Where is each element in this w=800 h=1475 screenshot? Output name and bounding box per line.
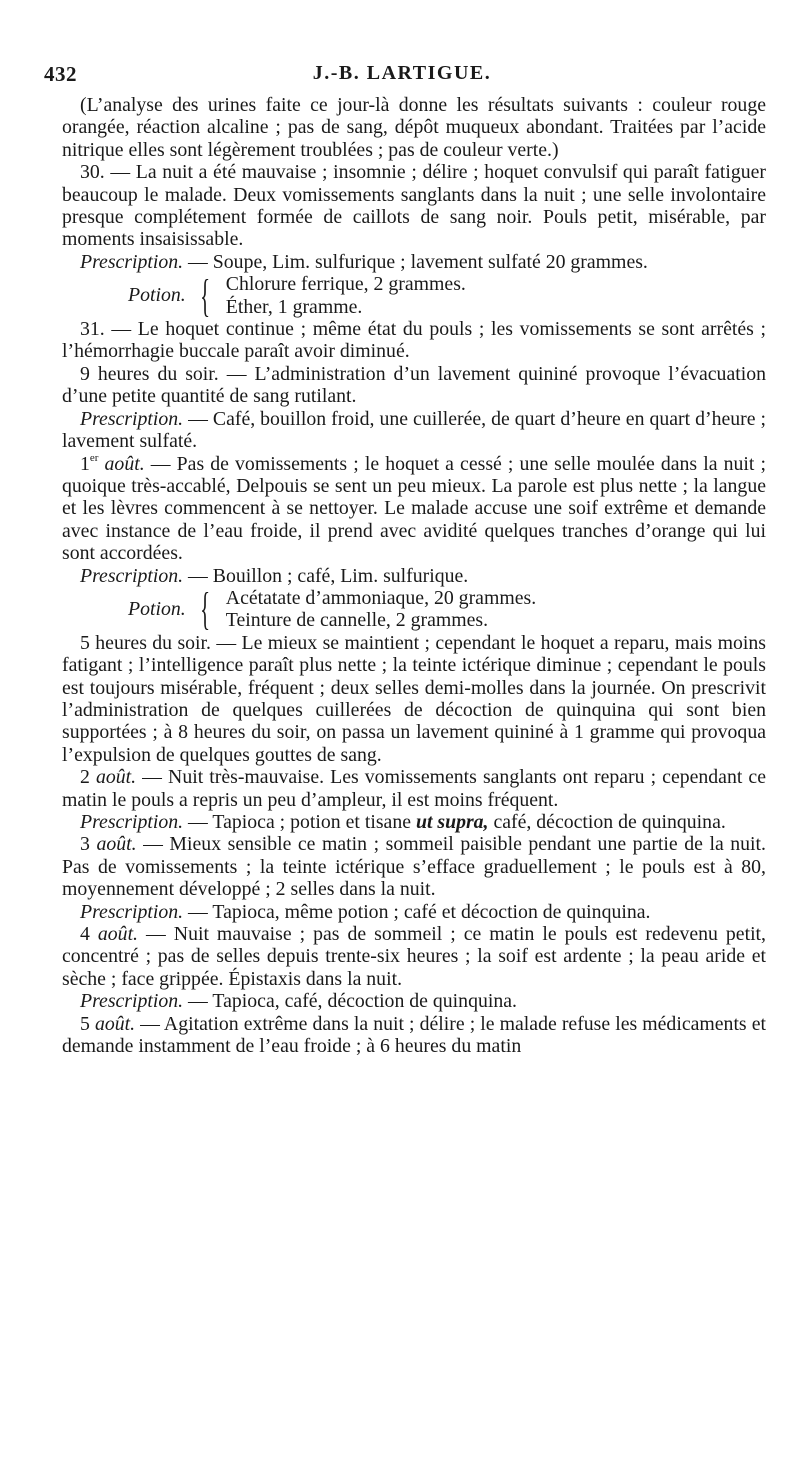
prescription-4: [62, 811, 766, 833]
ordinal-suffix: er: [89, 451, 99, 464]
ut-supra: ut supra,: [415, 811, 489, 833]
prescription-label: Prescription.: [80, 250, 184, 273]
month-label: août.: [95, 766, 137, 789]
paragraph-day-30: 30. — La nuit a été mauvaise ; insomnie ; délire ; hoquet convulsif qui paraît fatiguer beaucoup le malade. Deux vomissements sanglants dans la nuit ; une selle involontaire presque complétement formée de caillots de sang noir. Pouls petit, misérable, par moments insaisissable.: [62, 161, 766, 251]
paragraph-aug-2: [62, 766, 766, 811]
prescription-label: Prescription.: [80, 564, 184, 587]
prescription-text: — Tapioca, café, décoction de quinquina.: [183, 990, 517, 1013]
potion-label: Potion.: [128, 284, 186, 307]
day-number: 1: [80, 452, 90, 475]
prescription-label: Prescription.: [80, 900, 184, 923]
running-head: J.-B. LARTIGUE.: [312, 62, 492, 84]
page-body: [62, 94, 766, 1057]
paragraph-aug-3: [62, 833, 766, 900]
paragraph-aug-1: [62, 453, 766, 565]
prescription-2: [62, 408, 766, 453]
paragraph-text: — Mieux sensible ce matin ; sommeil paisible pendant une partie de la nuit. Pas de vomissements ; la teinte ictérique s’efface graduellement ; le pouls est à 80, moyennement développé ; 2 selles dans la nuit.: [62, 833, 766, 901]
paragraph-text: — Nuit très-mauvaise. Les vomissements sanglants ont reparu ; cependant ce matin le pouls a repris un peu d’ampleur, il est moins fréquent.: [62, 766, 766, 811]
potion-block-1: [128, 269, 766, 321]
brace-icon: {: [199, 269, 210, 321]
prescription-label: Prescription.: [80, 990, 184, 1013]
paragraph-aug-4: [62, 923, 766, 990]
potion-line: Acétatate d’ammoniaque, 20 grammes.: [225, 586, 537, 609]
month-label: août.: [96, 833, 137, 856]
prescription-text: — Tapioca ; potion et tisane: [183, 811, 416, 833]
paragraph-text: — Agitation extrême dans la nuit ; délire ; le malade refuse les médicaments et demande instamment de l’eau froide ; à 6 heures du matin: [62, 1012, 766, 1058]
month-label: août.: [97, 923, 139, 946]
page-number: 432: [44, 62, 77, 86]
prescription-text: — Tapioca, même potion ; café et décoction de quinquina.: [183, 900, 651, 923]
potion-line: Teinture de cannelle, 2 grammes.: [225, 609, 489, 632]
prescription-label: Prescription.: [80, 811, 184, 833]
prescription-text: — Café, bouillon froid, une cuillerée, de quart d’heure en quart d’heure ; lavement sulfaté.: [62, 407, 766, 453]
potion-block-2: [128, 583, 766, 635]
prescription-5: [62, 901, 766, 923]
page-header: [44, 62, 760, 90]
day-number: 4: [80, 923, 98, 946]
month-label: août.: [98, 452, 145, 475]
potion-label: Potion.: [128, 598, 186, 621]
prescription-3: [62, 565, 766, 587]
day-number: 2: [80, 766, 96, 789]
prescription-text: café, décoction de quinquina.: [488, 811, 726, 833]
potion-line: Chlorure ferrique, 2 grammes.: [225, 273, 466, 296]
paragraph-day-31: 31. — Le hoquet continue ; même état du pouls ; les vomissements se sont arrêtés ; l’hémorrhagie buccale paraît avoir diminué.: [62, 318, 766, 363]
month-label: août.: [94, 1012, 136, 1035]
paragraph-9pm: 9 heures du soir. — L’administration d’un lavement quininé provoque l’évacuation d’une petite quantité de sang rutilant.: [62, 362, 766, 408]
paragraph-urine-analysis: (L’analyse des urines faite ce jour-là donne les résultats suivants : couleur rouge orangée, réaction alcaline ; pas de sang, dépôt muqueux abondant. Traitées par l’acide nitrique elles sont légèrement troublées ; pas de couleur verte.): [62, 94, 766, 161]
day-number: 3: [80, 833, 97, 856]
paragraph-5pm: 5 heures du soir. — Le mieux se maintient ; cependant le hoquet a reparu, mais moins fatigant ; l’intelligence paraît plus nette ; la teinte ictérique diminue ; cependant le pouls est toujours misérable, fréquent ; deux selles demi-molles dans la journée. On prescrivit l’administration de quelques cuillerées de décoction de quinquina qui sont bien supportées ; à 8 heures du soir, on passa un lavement quininé à 1 gramme qui provoqua l’expulsion de quelques gouttes de sang.: [62, 631, 766, 766]
day-number: 5: [80, 1012, 95, 1035]
prescription-label: Prescription.: [80, 407, 184, 430]
paragraph-text: — Pas de vomissements ; le hoquet a cessé ; une selle moulée dans la nuit ; quoique très-accablé, Delpouis se sent un peu mieux. La parole est plus nette ; la langue et les lèvres commencent à se nettoyer. Le malade accuse une soif extrême et demande avec instance de l’eau froide, il prend avec avidité quelques tranches d’orange qui lui sont accordées.: [62, 452, 766, 565]
prescription-text: — Bouillon ; café, Lim. sulfurique.: [183, 564, 469, 587]
prescription-6: [62, 990, 766, 1012]
prescription-text: — Soupe, Lim. sulfurique ; lavement sulfaté 20 grammes.: [183, 250, 648, 273]
paragraph-aug-5: [62, 1013, 766, 1058]
prescription-1: [62, 251, 766, 273]
paragraph-text: — Nuit mauvaise ; pas de sommeil ; ce matin le pouls est redevenu petit, concentré ; pas de selles depuis trente-six heures ; la soif est ardente ; la peau aride et sèche ; face grippée. Épistaxis dans la nuit.: [62, 923, 766, 990]
potion-line: Éther, 1 gramme.: [225, 295, 363, 318]
brace-icon: {: [199, 583, 210, 635]
